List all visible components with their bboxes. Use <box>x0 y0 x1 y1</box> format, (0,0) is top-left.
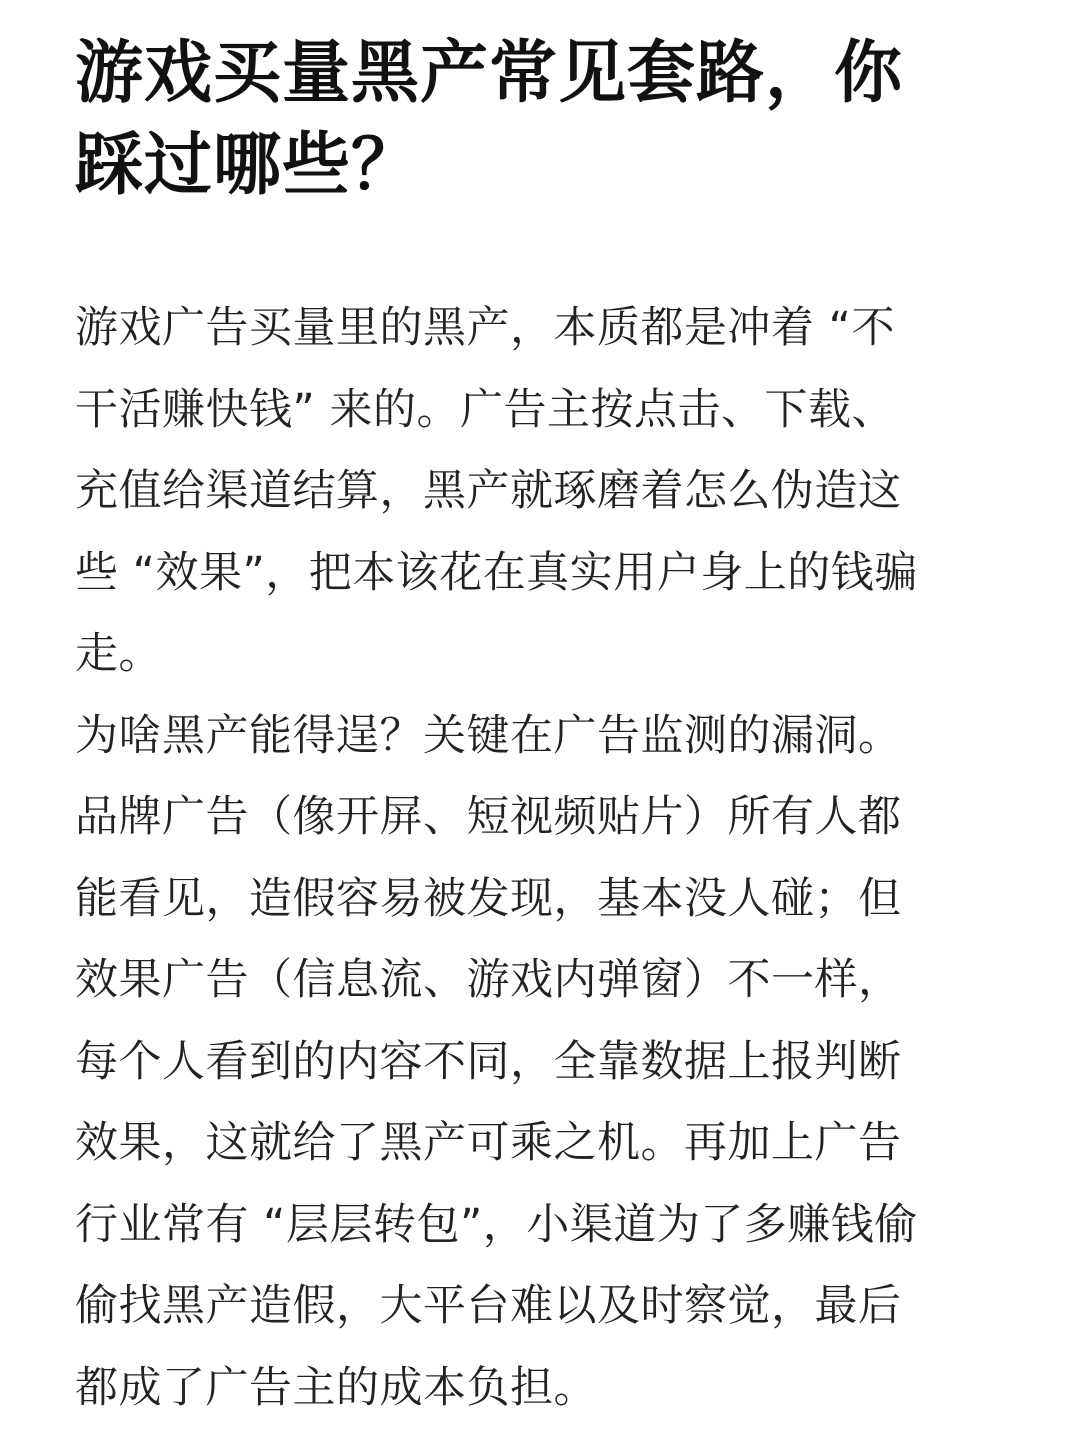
article-title <box>75 28 995 212</box>
paragraph-intro <box>75 288 1010 696</box>
text-line: 走。 <box>75 629 162 679</box>
text-line: 偷找黑产造假，大平台难以及时察觉，最后 <box>75 1281 902 1331</box>
text-line: 每个人看到的内容不同，全靠数据上报判断 <box>75 1036 902 1087</box>
text-line: 为啥黑产能得逞？关键在广告监测的漏洞。 <box>75 710 902 761</box>
text-line: 行业常有 “层层转包”，小渠道为了多赚钱偷 <box>75 1199 918 1250</box>
text-line: 都成了广告主的成本负担。 <box>75 1362 597 1413</box>
paragraph-reason <box>75 696 1010 1430</box>
text-line: 效果广告（信息流、游戏内弹窗）不一样， <box>75 955 902 1005</box>
text-line: 品牌广告（像开屏、短视频贴片）所有人都 <box>75 792 902 842</box>
article-body <box>75 288 1010 1429</box>
text-line: 些 “效果”，把本该花在真实用户身上的钱骗 <box>75 547 918 598</box>
title-line: 游戏买量黑产常见套路，你 <box>75 34 904 113</box>
text-line: 充值给渠道结算，黑产就琢磨着怎么伪造这 <box>75 466 902 516</box>
title-line: 踩过哪些？ <box>75 126 421 205</box>
text-line: 游戏广告买量里的黑产，本质都是冲着 “不 <box>75 303 895 353</box>
text-line: 效果，这就给了黑产可乘之机。再加上广告 <box>75 1118 902 1168</box>
text-line: 能看见，造假容易被发现，基本没人碰；但 <box>75 873 902 924</box>
text-line: 干活赚快钱” 来的。广告主按点击、下载、 <box>75 384 895 435</box>
